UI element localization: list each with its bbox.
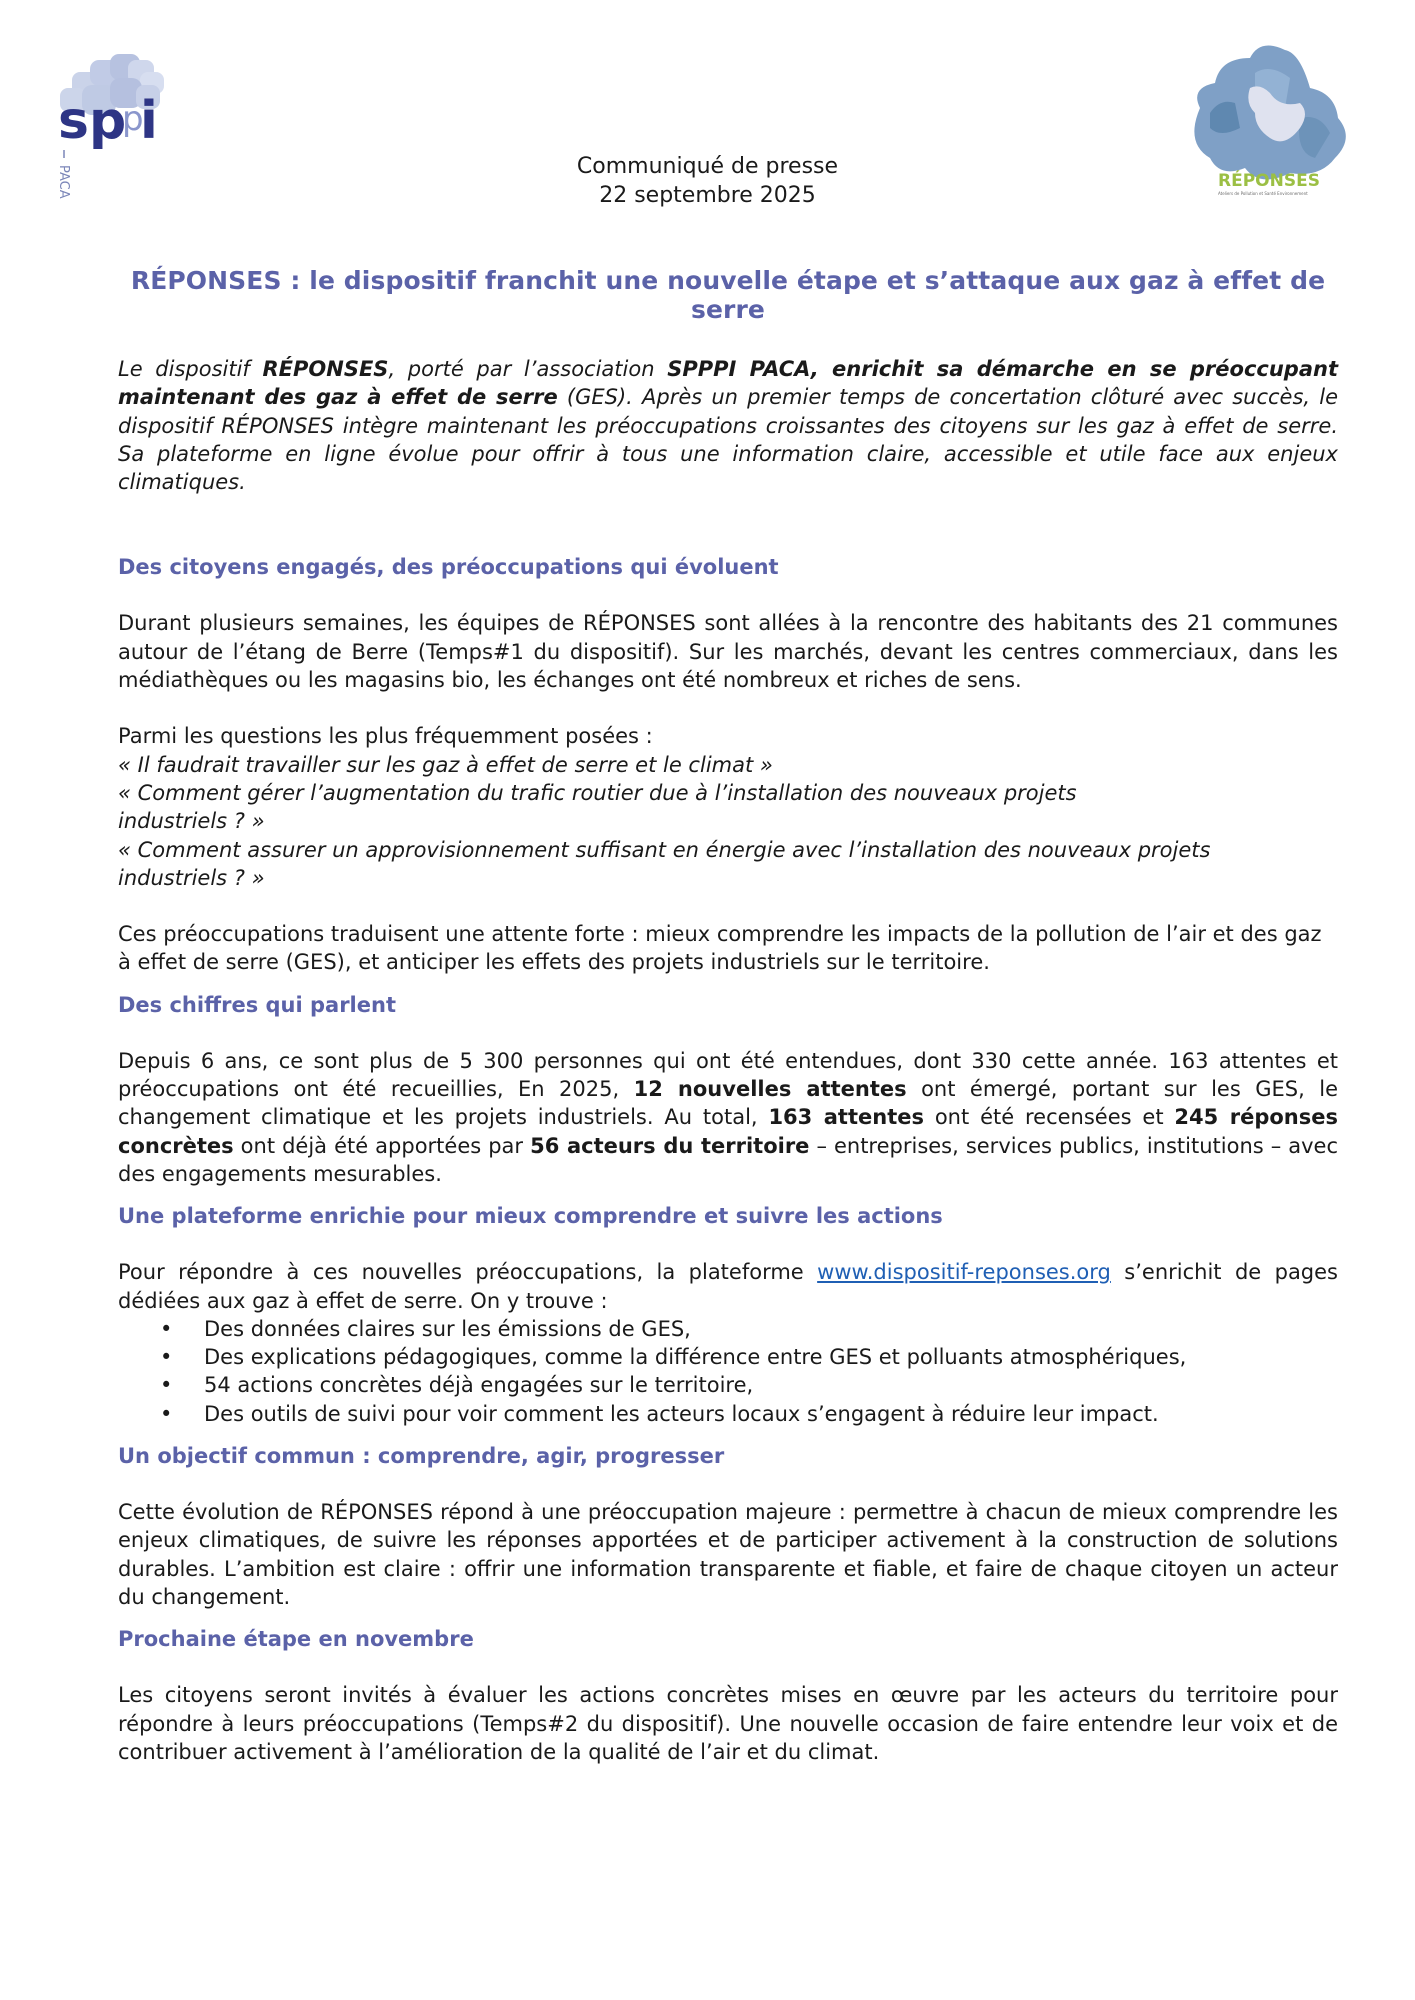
next-step-paragraph: Les citoyens seront invités à évaluer les actions concrètes mises en œuvre par les acteurs du territoire pour répondre à leurs préoccupations (Temps#2 du dispositif). Une nouvelle occasion de faire entendre leur voix et de contribuer activement à l’amélioration de la qualité de l’air et du climat. xyxy=(118,1683,1338,1764)
document-type: Communiqué de presse xyxy=(576,154,839,179)
question-quote: « Comment gérer l’augmentation du trafic routier due à l’installation des nouveaux projets industriels ? » xyxy=(118,780,1077,834)
svg-text:sp: sp xyxy=(58,91,127,151)
press-release-header xyxy=(0,152,1415,210)
question-quote: « Comment assurer un approvisionnement suffisant en énergie avec l’installation des nouveaux projets industriels ? » xyxy=(118,837,1211,890)
release-date: 22 septembre 2025 xyxy=(599,183,816,208)
svg-text:RÉPONSES: RÉPONSES xyxy=(1218,171,1320,191)
list-item: • Des données claires sur les émissions de GES, xyxy=(118,1315,1338,1343)
platform-paragraph: Pour répondre à ces nouvelles préoccupations, la plateforme www.dispositif-reponses.org s’enrichit de pages dédiées aux gaz à effet de serre. On y trouve : xyxy=(118,1260,1338,1313)
section-heading-citoyens: Des citoyens engagés, des préoccupations qui évoluent xyxy=(118,555,779,580)
svg-text:PACA: PACA xyxy=(56,165,71,199)
svg-text:p: p xyxy=(122,99,144,139)
figures-paragraph: Depuis 6 ans, ce sont plus de 5 300 personnes qui ont été entendues, dont 330 cette année. 163 attentes et préoccupations ont été recueillies, En 2025, 12 nouvelles attentes ont émergé, portant sur les GES, le changement climatique et les projets industriels. Au total, 163 attentes ont été recensées et 245 réponses concrètes ont déjà été apportées par 56 acteurs du territoire – entreprises, services publics, institutions – avec des engagements mesurables. xyxy=(118,1048,1338,1186)
section-heading-plateforme: Une plateforme enrichie pour mieux comprendre et suivre les actions xyxy=(118,1204,943,1229)
section-heading-objectif: Un objectif commun : comprendre, agir, progresser xyxy=(118,1444,725,1469)
list-item: • Des explications pédagogiques, comme la différence entre GES et polluants atmosphériques, xyxy=(118,1343,1338,1371)
concerns-paragraph: Ces préoccupations traduisent une attente forte : mieux comprendre les impacts de la pollution de l’air et des gaz à effet de serre (GES), et anticiper les effets des projets industriels sur le territoire. xyxy=(118,922,1322,975)
bullet-icon: • xyxy=(160,1345,173,1370)
section-heading-chiffres: Des chiffres qui parlent xyxy=(118,992,396,1017)
platform-website-link[interactable]: www.dispositif-reponses.org xyxy=(817,1260,1111,1285)
page-title: RÉPONSES : le dispositif franchit une nouvelle étape et s’attaque aux gaz à effet de serre xyxy=(130,266,1326,324)
question-quote: « Il faudrait travailler sur les gaz à effet de serre et le climat » xyxy=(118,752,773,777)
bullet-icon: • xyxy=(160,1316,173,1341)
questions-intro: Parmi les questions les plus fréquemment posées : xyxy=(118,724,653,749)
bullet-icon: • xyxy=(160,1373,173,1398)
document-body xyxy=(118,355,1338,1766)
intro-paragraph: Le dispositif RÉPONSES, porté par l’association SPPPI PACA, enrichit sa démarche en se préoccupant maintenant des gaz à effet de serre (GES). Après un premier temps de concertation clôturé avec succès, le dispositif RÉPONSES intègre maintenant les préoccupations croissantes des citoyens sur les gaz à effet de serre. Sa plateforme en ligne évolue pour offrir à tous une information claire, accessible et utile face aux enjeux climatiques. xyxy=(118,357,1339,495)
list-item: • 54 actions concrètes déjà engagées sur le territoire, xyxy=(118,1371,1338,1399)
list-item: • Des outils de suivi pour voir comment les acteurs locaux s’engagent à réduire leur impact. xyxy=(118,1400,1338,1428)
section-citoyens-paragraph: Durant plusieurs semaines, les équipes de RÉPONSES sont allées à la rencontre des habitants des 21 communes autour de l’étang de Berre (Temps#1 du dispositif). Sur les marchés, devant les centres commerciaux, dans les médiathèques ou les magasins bio, les échanges ont été nombreux et riches de sens. xyxy=(118,611,1338,693)
svg-text:i: i xyxy=(140,91,158,151)
platform-features-list xyxy=(118,1315,1338,1428)
bullet-icon: • xyxy=(160,1401,173,1426)
section-heading-prochaine-etape: Prochaine étape en novembre xyxy=(118,1627,474,1652)
svg-text:Ateliers de Pollution et Santé: Ateliers de Pollution et Santé Environnement xyxy=(1218,191,1308,196)
objective-paragraph: Cette évolution de RÉPONSES répond à une préoccupation majeure : permettre à chacun de mieux comprendre les enjeux climatiques, de suivre les réponses apportées et de participer activement à la construction de solutions durables. L’ambition est claire : offrir une information transparente et fiable, et faire de chaque citoyen un acteur du changement. xyxy=(118,1500,1338,1609)
